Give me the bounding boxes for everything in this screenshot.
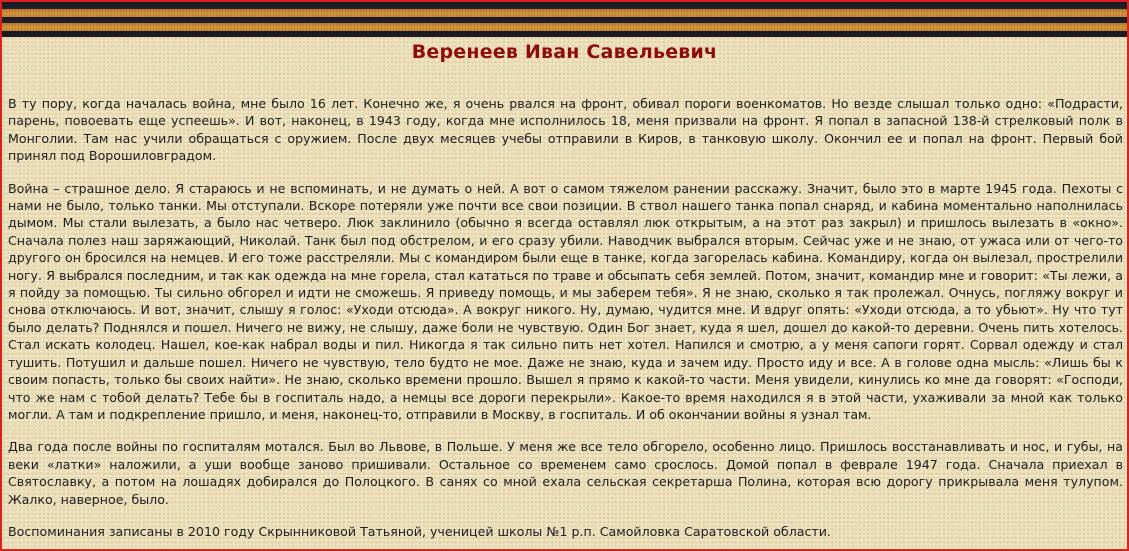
memoir-text [8,95,1123,551]
paragraph-wounding: Война – страшное дело. Я стараюсь и не вспоминать, и не думать о ней. А вот о самом тяжелом ранении расскажу. Значит, было это в марте 1945 года. Пехоты с нами не было, только танки. Мы отступали. Вскоре потеряли уже почти все свои позиции. В ствол нашего танка попал снаряд, и кабина моментально наполнилась дымом. Мы стали вылезать, а было нас четверо. Люк заклинило (обычно я всегда оставлял люк открытым, а на этот раз закрыл) и пришлось вылезать в «окно». Сначала полез наш заряжающий, Николай. Танк был под обстрелом, и его сразу убили. Наводчик выбрался вторым. Сейчас уже и не знаю, от ужаса или от чего-то другого он бросился на немцев. И его тоже расстреляли. Мы с командиром были еще в танке, когда загорелась кабина. Командиру, когда он вылезал, прострелили ногу. Я выбрался последним, и так как одежда на мне горела, стал кататься по траве и обсыпать себя землей. Потом, значит, командир мне и говорит: «Ты лежи, а я пойду за помощью. Ты сильно обгорел и идти не сможешь. Я приведу помощь, и мы заберем тебя». Я не знаю, сколько я так пролежал. Очнусь, погляжу вокруг и снова отключаюсь. И вот, значит, слышу я голос: «Уходи отсюда». А вокруг никого. Ну, думаю, чудится мне. И вдруг опять: «Уходи отсюда, а то убьют». Ну что тут было делать? Поднялся и пошел. Ничего не вижу, не слышу, даже боли не чувствую. Один Бог знает, куда я шел, дошел до какой-то деревни. Очень пить хотелось. Стал искать колодец. Нашел, кое-как набрал воды и пил. Никогда я так сильно пить нет хотел. Напился и смотрю, а у меня сапоги горят. Сорвал одежду и стал тушить. Потушил и дальше пошел. Ничего не чувствую, тело будто не мое. Даже не знаю, куда и зачем иду. Просто иду и все. А в голове одна мысль: «Лишь бы к своим попасть, только бы своих найти». Не знаю, сколько времени прошло. Вышел я прямо к какой-то части. Меня увидели, кинулись ко мне да говорят: «Господи, что же нам с тобой делать? Тебе бы в госпиталь надо, а немцы все дороги перекрыли». Какое-то время находился я в этой части, ухаживали за мной как только могли. А там и подкрепление пришло, и меня, наконец-то, отправили в Москву, в госпиталь. И об окончании войны я узнал там. [8,180,1123,422]
paragraph-conscription: В ту пору, когда началась война, мне было 16 лет. Конечно же, я очень рвался на фронт, обивал пороги военкоматов. Но везде слышал только одно: «Подрасти, парень, повоевать еще успеешь». И вот, наконец, в 1943 году, когда мне исполнилось 18, меня призвали на фронт. Я попал в запасной 138-й стрелковый полк в Монголии. Там нас учили обращаться с оружием. После двух месяцев учебы отправили в Киров, в танковую школу. Окончил ее и попал на фронт. Первый бой принял под Ворошиловградом. [8,96,1123,164]
page-title: Веренеев Иван Савельевич [411,41,718,63]
paragraph-after-war: Два года после войны по госпиталям мотался. Был во Львове, в Польше. У меня же все тело обгорело, особенно лицо. Пришлось восстанавливать и нос, и губы, на веки «латки» наложили, а уши вообще заново пришивали. Остальное со временем само срослось. Домой попал в феврале 1947 года. Сначала приехал в Святославку, а потом на лошадях добирался до Полоцкого. В санях со мной ехала сельская секретарша Полина, которая всю дорогу прикрывала меня тулупом. Жалко, наверное, было. [8,439,1123,507]
recorded-by-note: Воспоминания записаны в 2010 году Скрынниковой Татьяной, ученицей школы №1 р.п. Самойловка Саратовской области. [8,523,831,539]
st-george-ribbon-banner [0,0,1129,37]
